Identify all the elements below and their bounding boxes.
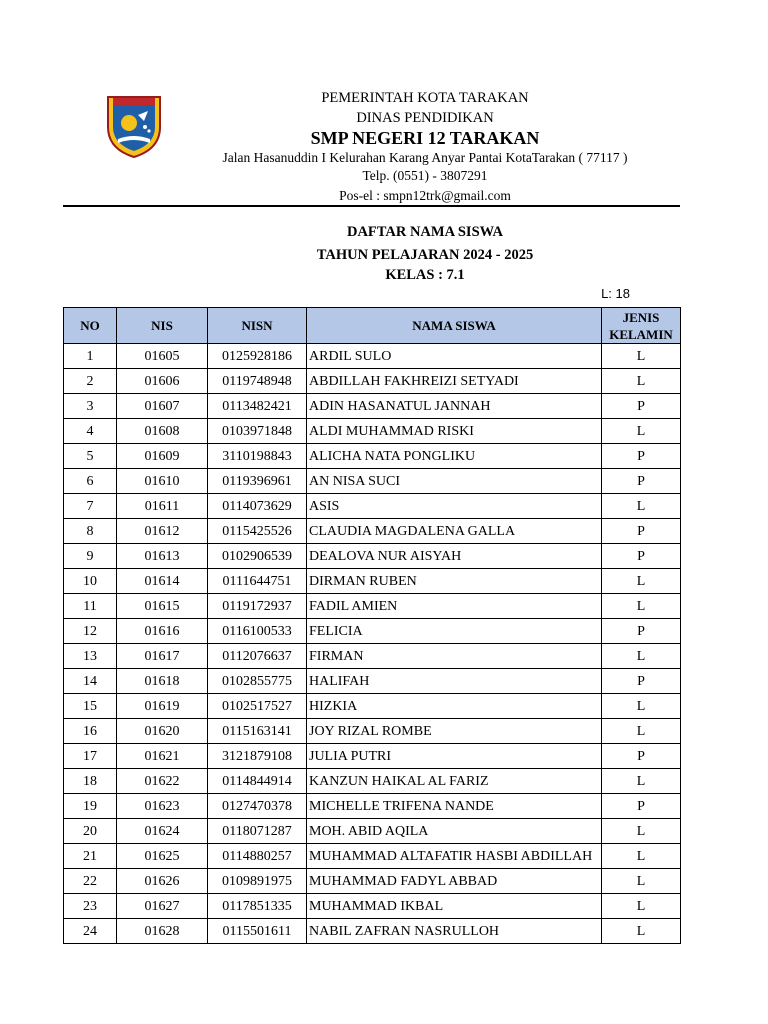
- table-row: [64, 369, 681, 394]
- cell-name: FELICIA: [307, 619, 602, 644]
- department-name: DINAS PENDIDIKAN: [356, 110, 494, 126]
- cell-name: NABIL ZAFRAN NASRULLOH: [307, 919, 602, 944]
- cell-no: 10: [64, 569, 117, 594]
- cell-name: ARDIL SULO: [307, 344, 602, 369]
- cell-name: ADIN HASANATUL JANNAH: [307, 394, 602, 419]
- cell-no: 9: [64, 544, 117, 569]
- cell-no: 20: [64, 819, 117, 844]
- cell-gender: L: [602, 844, 681, 869]
- cell-nisn: 0102906539: [208, 544, 307, 569]
- table-row: [64, 744, 681, 769]
- cell-nisn: 0115501611: [208, 919, 307, 944]
- cell-nisn: 0102517527: [208, 694, 307, 719]
- table-row: [64, 694, 681, 719]
- table-row: [64, 619, 681, 644]
- cell-nisn: 0113482421: [208, 394, 307, 419]
- cell-nisn: 0114844914: [208, 769, 307, 794]
- cell-gender: L: [602, 869, 681, 894]
- cell-gender: L: [602, 419, 681, 444]
- cell-nis: 01621: [117, 744, 208, 769]
- cell-gender: P: [602, 744, 681, 769]
- cell-name: CLAUDIA MAGDALENA GALLA: [307, 519, 602, 544]
- table-row: [64, 844, 681, 869]
- cell-nis: 01606: [117, 369, 208, 394]
- cell-nis: 01628: [117, 919, 208, 944]
- table-row: [64, 494, 681, 519]
- cell-nisn: 0118071287: [208, 819, 307, 844]
- cell-gender: P: [602, 669, 681, 694]
- cell-name: HIZKIA: [307, 694, 602, 719]
- cell-nis: 01626: [117, 869, 208, 894]
- table-row: [64, 469, 681, 494]
- cell-nisn: 3110198843: [208, 444, 307, 469]
- cell-nisn: 0109891975: [208, 869, 307, 894]
- cell-gender: L: [602, 694, 681, 719]
- cell-nis: 01613: [117, 544, 208, 569]
- cell-name: MUHAMMAD ALTAFATIR HASBI ABDILLAH: [307, 844, 602, 869]
- cell-nis: 01618: [117, 669, 208, 694]
- column-header-nisn: NISN: [208, 308, 307, 344]
- cell-name: ASIS: [307, 494, 602, 519]
- cell-gender: P: [602, 469, 681, 494]
- cell-gender: L: [602, 569, 681, 594]
- cell-no: 3: [64, 394, 117, 419]
- cell-nis: 01609: [117, 444, 208, 469]
- cell-name: ALICHA NATA PONGLIKU: [307, 444, 602, 469]
- cell-nisn: 0115425526: [208, 519, 307, 544]
- table-row: [64, 344, 681, 369]
- cell-nis: 01624: [117, 819, 208, 844]
- cell-no: 19: [64, 794, 117, 819]
- cell-gender: L: [602, 344, 681, 369]
- cell-name: AN NISA SUCI: [307, 469, 602, 494]
- male-count: L: 18: [601, 286, 630, 301]
- cell-nisn: 0102855775: [208, 669, 307, 694]
- cell-no: 18: [64, 769, 117, 794]
- cell-nis: 01610: [117, 469, 208, 494]
- cell-no: 4: [64, 419, 117, 444]
- cell-no: 11: [64, 594, 117, 619]
- document-title: DAFTAR NAMA SISWA: [346, 224, 504, 240]
- cell-nisn: 0114073629: [208, 494, 307, 519]
- cell-no: 1: [64, 344, 117, 369]
- cell-no: 22: [64, 869, 117, 894]
- cell-nisn: 0116100533: [208, 619, 307, 644]
- cell-no: 12: [64, 619, 117, 644]
- column-header-name: NAMA SISWA: [307, 308, 602, 344]
- table-row: [64, 444, 681, 469]
- cell-gender: L: [602, 719, 681, 744]
- class-label: KELAS : 7.1: [385, 267, 465, 283]
- cell-nis: 01623: [117, 794, 208, 819]
- cell-nisn: 0119172937: [208, 594, 307, 619]
- cell-gender: P: [602, 544, 681, 569]
- table-row: [64, 519, 681, 544]
- cell-nis: 01614: [117, 569, 208, 594]
- cell-name: JOY RIZAL ROMBE: [307, 719, 602, 744]
- cell-name: ABDILLAH FAKHREIZI SETYADI: [307, 369, 602, 394]
- cell-nisn: 0111644751: [208, 569, 307, 594]
- table-row: [64, 719, 681, 744]
- cell-gender: L: [602, 369, 681, 394]
- cell-no: 21: [64, 844, 117, 869]
- cell-name: MOH. ABID AQILA: [307, 819, 602, 844]
- cell-nisn: 0119748948: [208, 369, 307, 394]
- cell-gender: L: [602, 494, 681, 519]
- cell-nis: 01616: [117, 619, 208, 644]
- student-table: [63, 307, 681, 944]
- column-header-gender: [602, 308, 681, 344]
- cell-nisn: 0114880257: [208, 844, 307, 869]
- cell-no: 7: [64, 494, 117, 519]
- gender-header-line2: KELAMIN: [609, 326, 673, 342]
- table-row: [64, 669, 681, 694]
- cell-no: 23: [64, 894, 117, 919]
- cell-nis: 01625: [117, 844, 208, 869]
- cell-name: KANZUN HAIKAL AL FARIZ: [307, 769, 602, 794]
- gender-header-line1: JENIS: [622, 309, 660, 325]
- cell-no: 5: [64, 444, 117, 469]
- cell-nisn: 3121879108: [208, 744, 307, 769]
- academic-year: TAHUN PELAJARAN 2024 - 2025: [316, 247, 534, 263]
- cell-nisn: 0125928186: [208, 344, 307, 369]
- cell-nis: 01619: [117, 694, 208, 719]
- table-row: [64, 544, 681, 569]
- cell-name: DIRMAN RUBEN: [307, 569, 602, 594]
- column-header-no: NO: [64, 308, 117, 344]
- cell-name: FIRMAN: [307, 644, 602, 669]
- cell-gender: L: [602, 644, 681, 669]
- cell-nis: 01620: [117, 719, 208, 744]
- table-row: [64, 394, 681, 419]
- cell-name: JULIA PUTRI: [307, 744, 602, 769]
- table-row: [64, 794, 681, 819]
- city-crest-icon: [104, 93, 164, 159]
- school-email: Pos-el : smpn12trk@gmail.com: [339, 188, 511, 203]
- cell-no: 15: [64, 694, 117, 719]
- cell-gender: L: [602, 919, 681, 944]
- cell-gender: L: [602, 894, 681, 919]
- cell-nis: 01612: [117, 519, 208, 544]
- table-body: [64, 344, 681, 944]
- cell-name: MUHAMMAD IKBAL: [307, 894, 602, 919]
- cell-gender: P: [602, 394, 681, 419]
- table-row: [64, 769, 681, 794]
- column-header-nis: NIS: [117, 308, 208, 344]
- cell-no: 24: [64, 919, 117, 944]
- cell-nis: 01622: [117, 769, 208, 794]
- table-row: [64, 894, 681, 919]
- table-header-row: [64, 308, 681, 344]
- cell-gender: L: [602, 819, 681, 844]
- cell-no: 13: [64, 644, 117, 669]
- table-row: [64, 819, 681, 844]
- cell-nis: 01605: [117, 344, 208, 369]
- cell-nis: 01611: [117, 494, 208, 519]
- cell-name: MICHELLE TRIFENA NANDE: [307, 794, 602, 819]
- cell-name: DEALOVA NUR AISYAH: [307, 544, 602, 569]
- table-row: [64, 569, 681, 594]
- school-name: SMP NEGERI 12 TARAKAN: [310, 128, 540, 148]
- letterhead-divider: [63, 205, 680, 207]
- cell-nisn: 0103971848: [208, 419, 307, 444]
- cell-name: HALIFAH: [307, 669, 602, 694]
- table-row: [64, 594, 681, 619]
- cell-nis: 01615: [117, 594, 208, 619]
- table-row: [64, 869, 681, 894]
- cell-nis: 01617: [117, 644, 208, 669]
- cell-nis: 01608: [117, 419, 208, 444]
- cell-nis: 01607: [117, 394, 208, 419]
- cell-nis: 01627: [117, 894, 208, 919]
- cell-gender: P: [602, 444, 681, 469]
- cell-gender: P: [602, 794, 681, 819]
- cell-name: MUHAMMAD FADYL ABBAD: [307, 869, 602, 894]
- cell-no: 16: [64, 719, 117, 744]
- school-phone: Telp. (0551) - 3807291: [362, 168, 488, 183]
- cell-gender: P: [602, 619, 681, 644]
- cell-nisn: 0119396961: [208, 469, 307, 494]
- government-name: PEMERINTAH KOTA TARAKAN: [321, 90, 529, 106]
- cell-nisn: 0112076637: [208, 644, 307, 669]
- cell-gender: L: [602, 769, 681, 794]
- cell-no: 2: [64, 369, 117, 394]
- cell-nisn: 0115163141: [208, 719, 307, 744]
- table-row: [64, 419, 681, 444]
- cell-no: 6: [64, 469, 117, 494]
- cell-nisn: 0127470378: [208, 794, 307, 819]
- cell-name: FADIL AMIEN: [307, 594, 602, 619]
- cell-name: ALDI MUHAMMAD RISKI: [307, 419, 602, 444]
- table-row: [64, 919, 681, 944]
- cell-gender: P: [602, 519, 681, 544]
- cell-nisn: 0117851335: [208, 894, 307, 919]
- cell-no: 17: [64, 744, 117, 769]
- table-row: [64, 644, 681, 669]
- school-address: Jalan Hasanuddin I Kelurahan Karang Anyar Pantai KotaTarakan ( 77117 ): [222, 150, 628, 165]
- cell-no: 14: [64, 669, 117, 694]
- cell-gender: L: [602, 594, 681, 619]
- cell-no: 8: [64, 519, 117, 544]
- city-logo: [104, 93, 164, 159]
